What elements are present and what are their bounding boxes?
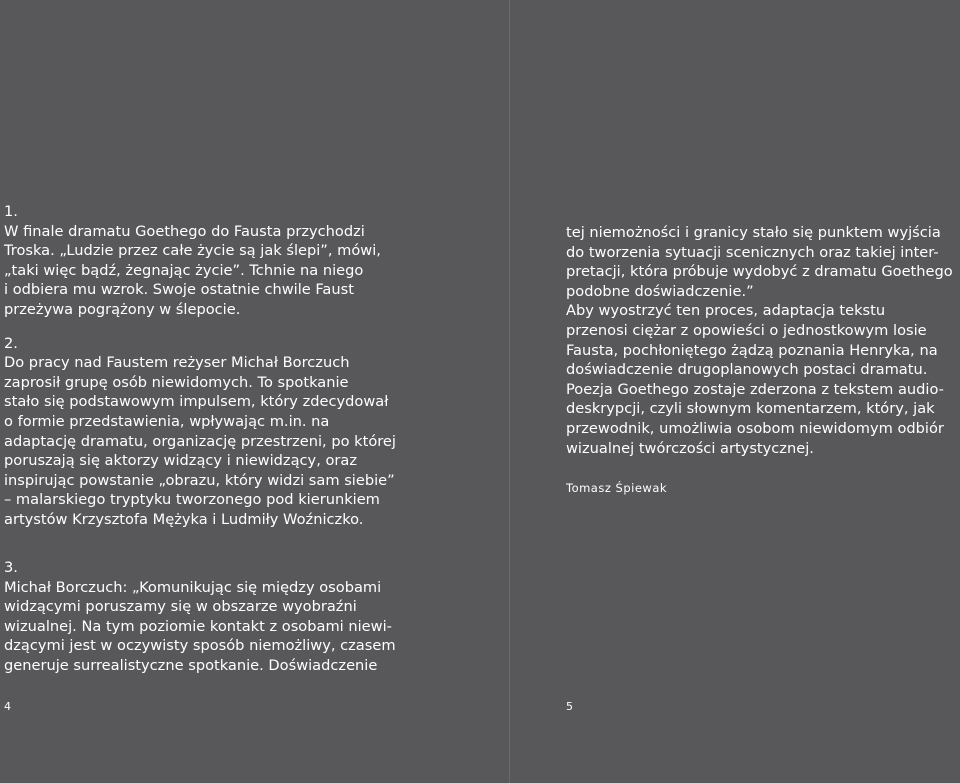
right-line: podobne doświadczenie.” <box>566 282 754 300</box>
section-2-line: stało się podstawowym impulsem, który zdecydował <box>4 393 389 411</box>
section-1-line: „taki więc bądź, żegnając życie”. Tchnie na niego <box>4 261 364 279</box>
right-line: Poezja Goethego zostaje zderzona z tekstem audio- <box>566 380 944 398</box>
right-line: Fausta, pochłoniętego żądzą poznania Henryka, na <box>566 341 938 359</box>
section-1-line: Troska. „Ludzie przez całe życie są jak ślepi”, mówi, <box>4 242 381 260</box>
right-line: przenosi ciężar z opowieści o jednostkowym losie <box>566 321 927 339</box>
page-number-right: 5 <box>566 700 573 713</box>
left-column-text <box>4 202 396 530</box>
page-number-left: 4 <box>4 700 11 713</box>
right-line: wizualnej twórczości artystycznej. <box>566 439 814 457</box>
section-2-line: Do pracy nad Faustem reżyser Michał Borczuch <box>4 354 350 372</box>
section-2-line: poruszają się aktorzy widzący i niewidzący, oraz <box>4 452 358 470</box>
right-column-text <box>566 223 953 458</box>
right-line: przewodnik, umożliwia osobom niewidomym odbiór <box>566 419 944 437</box>
right-line: doświadczenie drugoplanowych postaci dramatu. <box>566 361 928 379</box>
right-line: pretacji, która próbuje wydobyć z dramatu Goethego <box>566 263 953 281</box>
author-signature: Tomasz Śpiewak <box>566 481 668 495</box>
section-2-line: adaptację dramatu, organizację przestrzeni, po której <box>4 432 396 450</box>
right-line: deskrypcji, czyli słownym komentarzem, który, jak <box>566 400 935 418</box>
section-1-line: przeżywa pogrążony w ślepocie. <box>4 300 241 318</box>
section-2-line: o formie przedstawienia, wpływając m.in. na <box>4 412 330 430</box>
right-line: do tworzenia sytuacji scenicznych oraz takiej inter- <box>566 243 939 261</box>
section-2-line: inspirując powstanie „obrazu, który widzi sam siebie” <box>4 471 395 489</box>
section-2-number: 2. <box>4 334 18 352</box>
section-3-line: dzącymi jest w oczywisty sposób niemożliwy, czasem <box>4 637 396 655</box>
right-line: Aby wyostrzyć ten proces, adaptacja tekstu <box>566 302 886 320</box>
section-3-line: Michał Borczuch: „Komunikując się między osobami <box>4 578 382 596</box>
section-2-line: – malarskiego tryptyku tworzonego pod kierunkiem <box>4 491 380 509</box>
section-3-number: 3. <box>4 559 18 576</box>
section-3-text <box>4 558 396 676</box>
section-2-line: artystów Krzysztofa Mężyka i Ludmiły Woźniczko. <box>4 510 364 528</box>
section-3-line: generuje surrealistyczne spotkanie. Doświadczenie <box>4 656 378 674</box>
section-1-line: W finale dramatu Goethego do Fausta przychodzi <box>4 222 365 240</box>
section-3-line: wizualnej. Na tym poziomie kontakt z osobami niewi- <box>4 617 392 635</box>
section-1-line: i odbiera mu wzrok. Swoje ostatnie chwile Faust <box>4 281 354 299</box>
section-3-line: widzącymi poruszamy się w obszarze wyobraźni <box>4 598 357 616</box>
right-line: tej niemożności i granicy stało się punktem wyjścia <box>566 224 941 241</box>
section-1-number: 1. <box>4 203 18 220</box>
section-2-line: zaprosił grupę osób niewidomych. To spotkanie <box>4 373 349 391</box>
